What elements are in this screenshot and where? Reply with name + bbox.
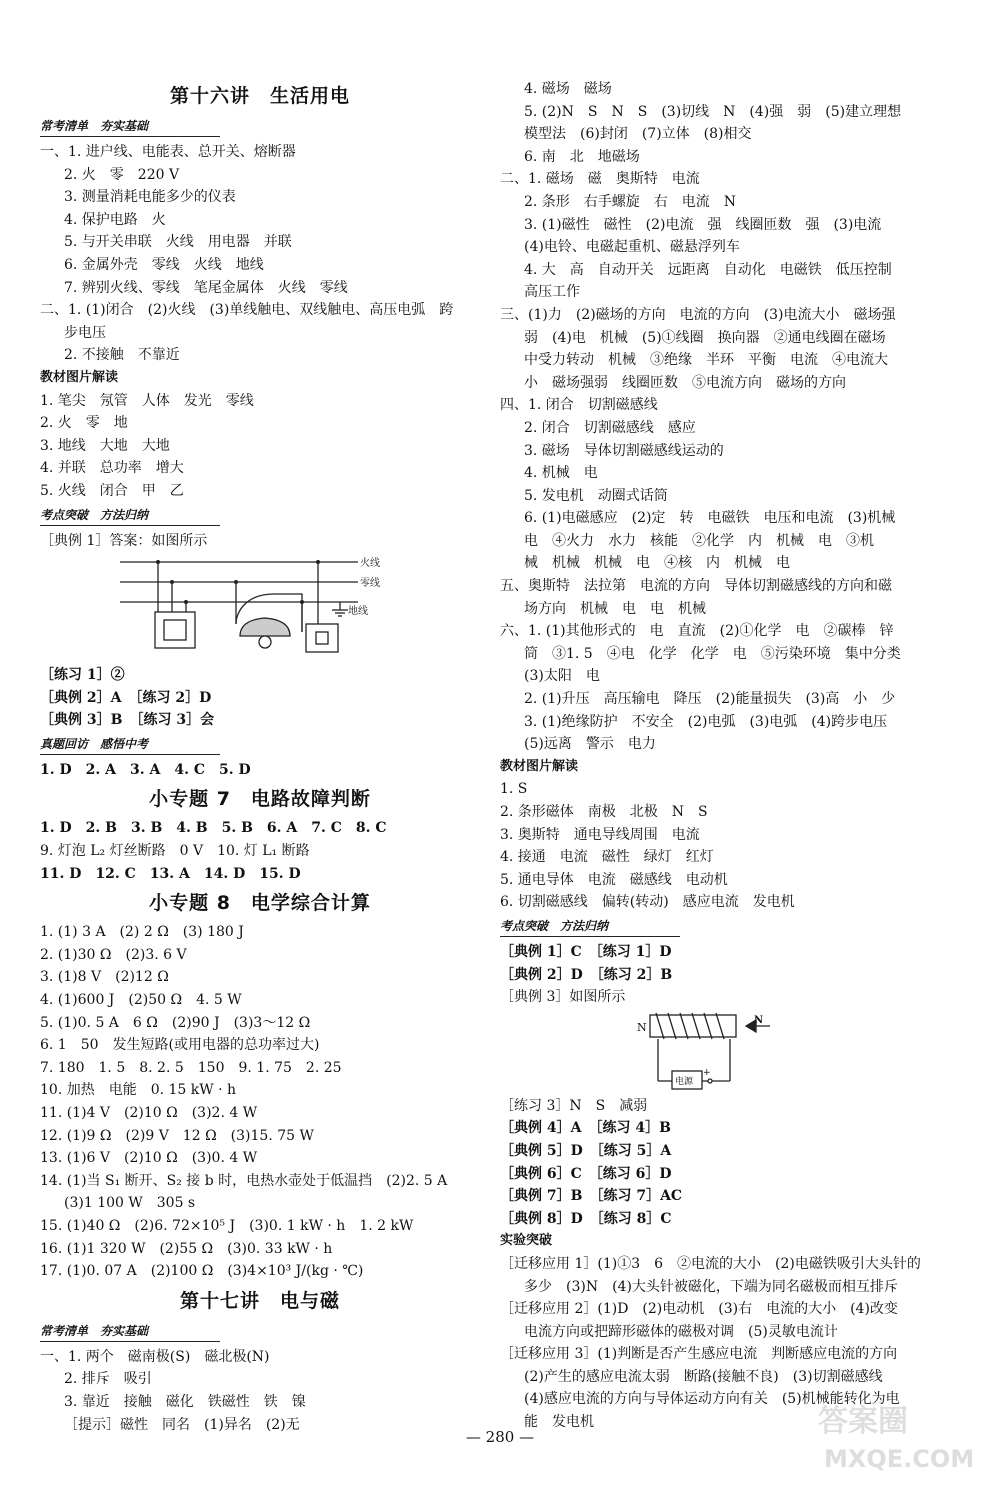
topic-7-answers [40, 817, 480, 885]
text-line: 一、1. 两个 磁南极(S) 磁北极(N) [40, 1348, 270, 1365]
text-line: 3. 磁场 导体切割磁感线运动的 [524, 442, 724, 459]
zhenti-answers: 1. D 2. A 3. A 4. C 5. D [40, 761, 251, 778]
text-line: 四、1. 闭合 切割磁感线 [500, 397, 658, 414]
text-line: 6. (1)电磁感应 (2)定 转 电磁铁 电压和电流 (3)机械 [524, 510, 896, 527]
text-line: 6. 南 北 地磁场 [524, 148, 640, 165]
text-line: 4. 机械 电 [524, 465, 598, 482]
text-line: 3. 地线 大地 大地 [40, 437, 170, 454]
text-line: 中受力转动 机械 ③绝缘 半环 平衡 电流 ④电流大 [524, 352, 888, 369]
text-line: 4. 接通 电流 磁性 绿灯 红灯 [500, 849, 714, 866]
text-line: 17. (1)0. 07 A (2)100 Ω (3)4×10³ J/(kg · ℃) [40, 1263, 364, 1280]
text-line: ［典例 2］D ［练习 2］B [500, 966, 673, 983]
wiring-svg [40, 552, 380, 664]
text-line: ［练习 1］② [40, 667, 125, 684]
text-line: 电 ④火力 水力 核能 ②化学 内 机械 电 ③机 [524, 532, 874, 549]
text-line: ［典例 7］B ［练习 7］AC [500, 1188, 683, 1205]
text-line: 5. 发电机 动圈式话筒 [524, 487, 668, 504]
text-line: 2. 火 零 地 [40, 415, 128, 432]
experiment-heading: 实验突破 [500, 1233, 553, 1249]
text-line: 7. 180 1. 5 8. 2. 5 150 9. 1. 75 2. 25 [40, 1059, 342, 1076]
practice-answers [40, 664, 480, 732]
right-column [500, 78, 930, 1434]
text-line: 2. 条形 右手螺旋 右 电流 N [524, 193, 737, 210]
text-line: (2)产生的感应电流太弱 断路(接触不良) (3)切割磁感线 [524, 1368, 883, 1385]
text-line: 1. 笔尖 氖管 人体 发光 零线 [40, 392, 254, 409]
text-line: 6. 1 50 发生短路(或用电器的总功率过大) [40, 1037, 320, 1054]
text-line: 六、1. (1)其他形式的 电 直流 (2)①化学 电 ②碳棒 锌 [500, 623, 894, 640]
textbook-figures-answers [40, 390, 480, 503]
text-line: 五、奥斯特 法拉第 电流的方向 导体切割磁感线的方向和磁 [500, 578, 892, 595]
text-line: 4. 大 高 自动开关 远距离 自动化 电磁铁 低压控制 [524, 261, 892, 278]
text-line: 3. 测量消耗电能多少的仪表 [64, 189, 236, 206]
text-line: 2. 条形磁体 南极 北极 N S [500, 804, 708, 820]
lecture-17-part5 [500, 575, 930, 620]
text-line: 5. (1)0. 5 A 6 Ω (2)90 J (3)3～12 Ω [40, 1014, 311, 1031]
lecture-17-title: 第十七讲 电与磁 [179, 1289, 340, 1312]
text-line: 12. (1)9 Ω (2)9 V 12 Ω (3)15. 75 W [40, 1127, 314, 1144]
section-bar-kaodian-2: 考点突破 方法归纳 [500, 916, 680, 937]
section-bar-kaodian: 考点突破 方法归纳 [40, 505, 220, 526]
text-line: ［典例 3］如图所示 [500, 989, 626, 1006]
watermark-url: MXQE.COM [824, 1445, 975, 1473]
text-line: ［典例 2］A ［练习 2］D [40, 689, 212, 706]
text-line: 7. 辨别火线、零线 笔尾金属体 火线 零线 [64, 279, 348, 296]
watermark-text: 答案圈 [818, 1404, 908, 1439]
text-line: 5. 与开关串联 火线 用电器 并联 [64, 234, 292, 251]
text-line: 步电压 [64, 324, 106, 341]
text-line: 11. D 12. C 13. A 14. D 15. D [40, 865, 301, 882]
text-line: 能 发电机 [524, 1414, 594, 1431]
text-line: 高压工作 [524, 284, 580, 301]
text-line: 2. 不接触 不靠近 [64, 347, 180, 364]
topic-7-title: 小专题 7 电路故障判断 [149, 788, 371, 811]
section-bar-changkao-2: 常考清单 夯实基础 [40, 1321, 220, 1342]
text-line: 5. 通电导体 电流 磁感线 电动机 [500, 871, 728, 888]
text-line: 11. (1)4 V (2)10 Ω (3)2. 4 W [40, 1105, 258, 1121]
text-line: 电流方向或把蹄形磁体的磁极对调 (5)灵敏电流计 [524, 1323, 838, 1340]
text-line: 3. (1)8 V (2)12 Ω [40, 969, 169, 986]
electromagnet-svg [500, 1009, 930, 1095]
lecture-17-part1 [40, 1346, 480, 1436]
text-line: 9. 灯泡 L₂ 灯丝断路 0 V 10. 灯 L₁ 断路 [40, 843, 310, 860]
text-line: 14. (1)当 S₁ 断开、S₂ 接 b 时，电热水壶处于低温挡 (2)2. 5 A [40, 1172, 448, 1189]
section-bar-zhenti: 真题回访 感悟中考 [40, 734, 220, 755]
electromagnet-diagram [500, 1009, 930, 1095]
text-line: 械 机械 机械 电 ④核 内 机械 电 [524, 555, 790, 572]
text-line: (4)电铃、电磁起重机、磁悬浮列车 [524, 239, 740, 256]
watermark-logo [810, 1395, 990, 1475]
left-column [40, 78, 480, 1436]
text-line: 4. (1)600 J (2)50 Ω 4. 5 W [40, 992, 242, 1009]
text-line: 2. (1)30 Ω (2)3. 6 V [40, 946, 187, 963]
text-line: 5. 火线 闭合 甲 乙 [40, 482, 184, 499]
text-line: ［典例 5］D ［练习 5］A [500, 1142, 672, 1159]
text-line: ［迁移应用 1］(1)①3 6 ②电流的大小 (2)电磁铁吸引大头针的 [500, 1255, 921, 1272]
examples-b [500, 1095, 930, 1231]
page-number: — 280 — [465, 1428, 535, 1446]
text-line: 4. 保护电路 火 [64, 211, 166, 228]
section-bar-changkao: 常考清单 夯实基础 [40, 116, 220, 137]
pole-label-n: N [637, 1020, 647, 1034]
text-line: 1. (1) 3 A (2) 2 Ω (3) 180 J [40, 924, 244, 941]
text-line: 3. 靠近 接触 磁化 铁磁性 铁 镍 [64, 1393, 306, 1410]
topic-8-title: 小专题 8 电学综合计算 [149, 892, 371, 915]
text-line: ［典例 6］C ［练习 6］D [500, 1165, 672, 1182]
text-line: 筒 ③1. 5 ④电 化学 化学 电 ⑤污染环境 集中分类 [524, 645, 901, 662]
text-line: (3)1 100 W 305 s [64, 1195, 196, 1212]
lecture-16-title: 第十六讲 生活用电 [169, 85, 350, 107]
text-line: ［练习 3］N S 减弱 [500, 1097, 648, 1114]
text-line: 1. D 2. B 3. B 4. B 5. B 6. A 7. C 8. C [40, 820, 387, 837]
household-wiring-diagram [40, 552, 480, 664]
text-line: 2. 闭合 切割磁感线 感应 [524, 419, 696, 436]
lecture-17-part1-cont [500, 78, 930, 168]
text-line: 13. (1)6 V (2)10 Ω (3)0. 4 W [40, 1150, 258, 1167]
text-line: 6. 切割磁感线 偏转(转动) 感应电流 发电机 [500, 894, 795, 911]
text-line: 2. (1)升压 高压输电 降压 (2)能量损失 (3)高 小 少 [524, 691, 896, 708]
text-line: 6. 金属外壳 零线 火线 地线 [64, 256, 264, 273]
textbook-figures-answers-2 [500, 778, 930, 914]
text-line: 一、1. 进户线、电能表、总开关、熔断器 [40, 144, 296, 160]
text-line: 模型法 (6)封闭 (7)立体 (8)相交 [524, 126, 752, 143]
text-line: (3)太阳 电 [524, 668, 600, 685]
text-line: ［迁移应用 3］(1)判断是否产生感应电流 判断感应电流的方向 [500, 1346, 898, 1363]
lecture-17-part2 [500, 168, 930, 304]
text-line: 2. 火 零 220 V [64, 166, 180, 183]
text-line: 16. (1)1 320 W (2)55 Ω (3)0. 33 kW · h [40, 1240, 333, 1257]
lecture-17-part4 [500, 394, 930, 575]
text-line: 3. 奥斯特 通电导线周围 电流 [500, 826, 700, 843]
text-line: 2. 排斥 吸引 [64, 1371, 152, 1388]
text-line: 多少 (3)N (4)大头针被磁化，下端为同名磁极而相互排斥 [524, 1278, 898, 1295]
textbook-figures-heading: 教材图片解读 [40, 369, 119, 385]
text-line: 弱 (4)电 机械 (5)①线圈 换向器 ②通电线圈在磁场 [524, 329, 886, 346]
textbook-figures-heading-2: 教材图片解读 [500, 758, 579, 774]
lecture-17-part3 [500, 304, 930, 394]
text-line: 1. S [500, 781, 528, 798]
text-line: 3. (1)绝缘防护 不安全 (2)电弧 (3)电弧 (4)跨步电压 [524, 713, 888, 730]
power-source-label: 电源 [675, 1076, 694, 1087]
lecture-16-part1 [40, 141, 480, 299]
text-line: 10. 加热 电能 0. 15 kW · h [40, 1082, 237, 1099]
text-line: ［典例 4］A ［练习 4］B [500, 1120, 671, 1137]
lecture-16-part2 [40, 299, 480, 367]
text-line: (4)感应电流的方向与导体运动方向有关 (5)机械能转化为电 [524, 1391, 900, 1408]
text-line: 5. (2)N S N S (3)切线 N (4)强 弱 (5)建立理想 [524, 103, 902, 120]
text-line: 4. 并联 总功率 增大 [40, 460, 184, 477]
wire-label-ground: 地线 [348, 606, 368, 618]
wire-label-live: 火线 [360, 558, 380, 570]
text-line: 15. (1)40 Ω (2)6. 72×10⁵ J (3)0. 1 kW · h 1. 2 kW [40, 1217, 414, 1234]
text-line: 3. (1)磁性 磁性 (2)电流 强 线圈匝数 强 (3)电流 [524, 216, 882, 233]
compass-label-n: N [754, 1014, 764, 1026]
text-line: 三、(1)力 (2)磁场的方向 电流的方向 (3)电流大小 磁场强 [500, 306, 896, 323]
topic-8-answers [40, 921, 480, 1283]
text-line: 二、1. 磁场 磁 奥斯特 电流 [500, 171, 700, 188]
text-line: 4. 磁场 磁场 [524, 81, 612, 97]
text-line: ［典例 8］D ［练习 8］C [500, 1210, 672, 1227]
text-line: ［典例 3］B ［练习 3］会 [40, 712, 215, 729]
example-1-line: ［典例 1］答案：如图所示 [40, 532, 208, 549]
text-line: 场方向 机械 电 电 机械 [524, 600, 706, 617]
wire-label-neutral: 零线 [360, 578, 380, 590]
text-line: ［提示］磁性 同名 (1)异名 (2)无 [64, 1416, 300, 1433]
lecture-17-part6 [500, 620, 930, 756]
text-line: ［典例 1］C ［练习 1］D [500, 943, 672, 960]
examples-a [500, 941, 930, 1009]
text-line: 小 磁场强弱 线圈匝数 ⑤电流方向 磁场的方向 [524, 374, 846, 391]
text-line: 二、1. (1)闭合 (2)火线 (3)单线触电、双线触电、高压电弧 跨 [40, 302, 454, 319]
text-line: ［迁移应用 2］(1)D (2)电动机 (3)右 电流的大小 (4)改变 [500, 1301, 898, 1318]
plus-sign: + [703, 1067, 711, 1078]
text-line: (5)远离 警示 电力 [524, 736, 656, 753]
